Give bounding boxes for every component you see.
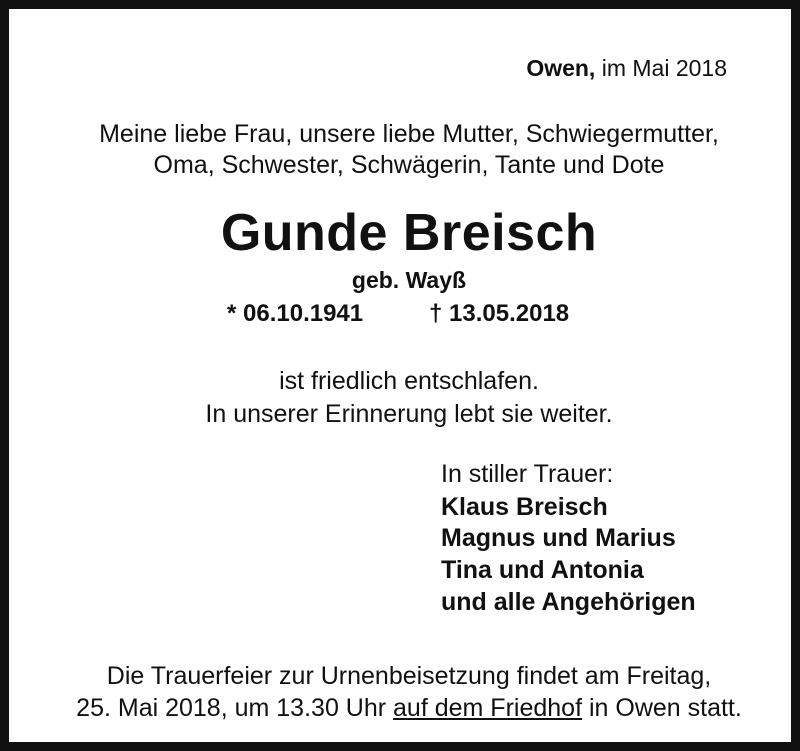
cemetery-link[interactable]: auf dem Friedhof	[393, 694, 583, 722]
mourner-name: Magnus und Marius	[441, 524, 676, 552]
message-line-1: ist friedlich entschlafen.	[279, 367, 539, 395]
funeral-location-text: in Owen statt.	[582, 694, 742, 722]
death-date: † 13.05.2018	[429, 300, 570, 327]
notice-date: im Mai 2018	[601, 55, 727, 81]
mourners-heading: In stiller Trauer:	[441, 460, 614, 488]
mourner-name: und alle Angehörigen	[441, 588, 696, 616]
mourner-name: Tina und Antonia	[441, 556, 644, 584]
deceased-name: Gunde Breisch	[220, 204, 598, 262]
funeral-line-2	[9, 696, 800, 721]
maiden-name: geb. Wayß	[351, 267, 467, 293]
intro-line-1: Meine liebe Frau, unsere liebe Mutter, Schwiegermutter,	[99, 120, 719, 148]
funeral-line-1: Die Trauerfeier zur Urnenbeisetzung findet am Freitag,	[106, 662, 712, 690]
place-date-line	[526, 57, 727, 80]
funeral-time-text: 25. Mai 2018, um 13.30 Uhr	[76, 694, 394, 722]
intro-line-2: Oma, Schwester, Schwägerin, Tante und Dote	[153, 151, 665, 179]
message-line-2: In unserer Erinnerung lebt sie weiter.	[205, 400, 613, 428]
mourner-name: Klaus Breisch	[441, 493, 608, 521]
birth-date: * 06.10.1941	[227, 300, 364, 327]
place-name: Owen,	[526, 55, 596, 81]
